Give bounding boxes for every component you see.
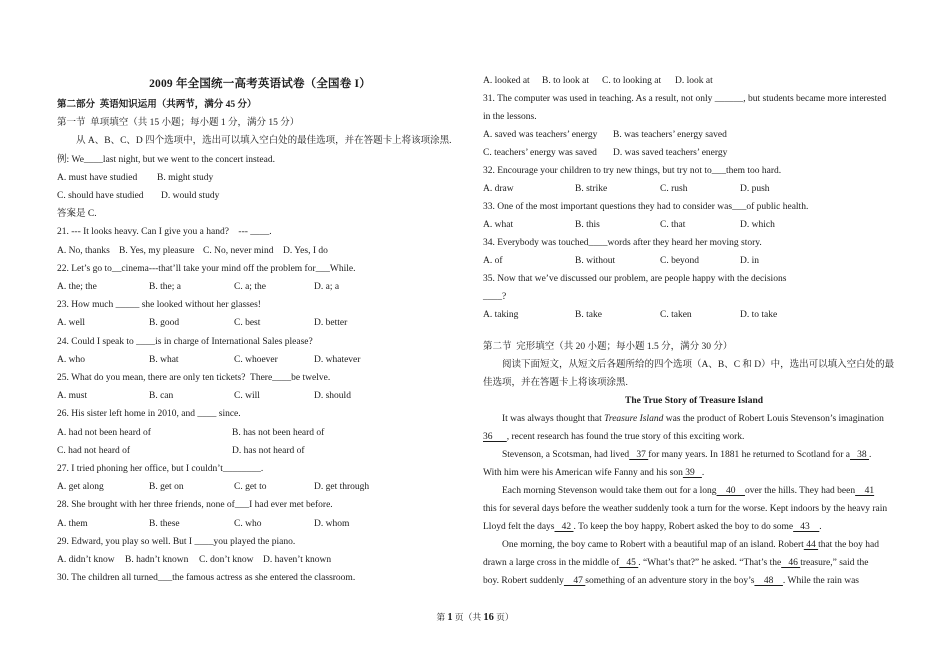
text-line bbox=[57, 515, 463, 533]
cloze-blank: 48 bbox=[754, 576, 783, 586]
text-line bbox=[483, 198, 905, 216]
cloze-blank: 40 bbox=[716, 486, 745, 496]
text-run: over the hills. They had been bbox=[745, 486, 856, 496]
text-line bbox=[483, 216, 905, 234]
text-run: C. get to bbox=[234, 482, 267, 493]
text-run: 23. How much _____ she looked without her glasses! bbox=[57, 300, 261, 311]
text-line bbox=[57, 151, 463, 169]
text-run: 阅读下面短文，从短文后各题所给的四个选项（A、B、C 和 D）中，选出可以填入空白处的最 bbox=[502, 360, 895, 370]
text-run: A. No, thanks bbox=[57, 245, 110, 256]
text-run: boy. Robert suddenly bbox=[483, 576, 564, 586]
text-run: B. strike bbox=[575, 184, 608, 194]
text-line bbox=[57, 296, 463, 314]
text-line bbox=[57, 132, 463, 150]
text-line bbox=[57, 496, 463, 514]
text-line bbox=[57, 369, 463, 387]
text-run: C. teachers’ energy was saved bbox=[483, 148, 597, 158]
text-line bbox=[57, 405, 463, 423]
text-run: A. who bbox=[57, 354, 85, 365]
text-run: for many years. In 1881 he returned to Scotland for a bbox=[648, 450, 850, 460]
text-run: Treasure Island bbox=[604, 414, 664, 424]
cloze-blank: 38 bbox=[850, 450, 869, 460]
text-run: B. to look at bbox=[542, 76, 589, 86]
text-line bbox=[483, 536, 905, 554]
text-run: B. what bbox=[149, 354, 179, 365]
text-run: that the boy had bbox=[818, 540, 880, 550]
text-run: in the lessons. bbox=[483, 112, 537, 122]
text-run: With him were his American wife Fanny and his son bbox=[483, 468, 683, 478]
text-run: Stevenson, a Scotsman, had lived bbox=[502, 450, 630, 460]
text-line bbox=[483, 90, 905, 108]
text-run: Each morning Stevenson would take them out for a long bbox=[502, 486, 717, 496]
text-run: . “What’s that?” he asked. “That’s the bbox=[638, 558, 782, 568]
text-run: drawn a large cross in the middle of bbox=[483, 558, 620, 568]
text-run: 页（共 bbox=[452, 612, 484, 622]
text-line bbox=[57, 114, 463, 132]
cloze-blank: 42 bbox=[554, 522, 574, 532]
text-line bbox=[483, 162, 905, 180]
text-run: A. saved was teachers’ energy bbox=[483, 130, 598, 140]
text-run: 答案是 C. bbox=[57, 209, 97, 220]
text-run: C. a; the bbox=[234, 282, 266, 293]
text-run: D. in bbox=[740, 256, 759, 266]
cloze-blank: 46 bbox=[781, 558, 801, 568]
text-line bbox=[57, 460, 463, 478]
section-heading bbox=[57, 96, 463, 114]
cloze-blank: 37 bbox=[629, 450, 649, 460]
text-run: 16 bbox=[483, 612, 494, 623]
text-run: C. will bbox=[234, 391, 260, 402]
cloze-blank: 43 bbox=[793, 522, 820, 532]
text-line bbox=[483, 180, 905, 198]
text-run: 第一节 单项填空（共 15 小题；每小题 1 分，满分 15 分） bbox=[57, 118, 300, 129]
text-run: D. whom bbox=[314, 518, 350, 529]
text-line bbox=[483, 572, 905, 590]
text-run: B. good bbox=[149, 318, 180, 329]
text-run: something of an adventure story in the boy’s bbox=[585, 576, 755, 586]
text-run: 例: We____last night, but we went to the concert instead. bbox=[57, 154, 275, 165]
text-run: 28. She brought with her three friends, none of___I had ever met before. bbox=[57, 500, 333, 511]
text-run: A. taking bbox=[483, 310, 519, 320]
cloze-blank: 47 bbox=[563, 576, 586, 586]
text-line bbox=[57, 187, 463, 205]
text-line bbox=[57, 569, 463, 587]
text-line bbox=[57, 223, 463, 241]
text-run: D. which bbox=[740, 220, 775, 230]
document-title bbox=[57, 72, 463, 96]
text-run: . bbox=[819, 522, 822, 532]
text-run: C. No, never mind bbox=[203, 245, 274, 256]
text-run: 34. Everybody was touched____words after they heard her moving story. bbox=[483, 238, 762, 248]
text-run: 2009 年全国统一高考英语试卷（全国卷 I） bbox=[149, 78, 371, 90]
text-run: 25. What do you mean, there are only ten tickets? There____be twelve. bbox=[57, 373, 331, 384]
text-run: It was always thought that bbox=[502, 414, 605, 424]
text-run: B. without bbox=[575, 256, 616, 266]
text-run: A. what bbox=[483, 220, 514, 230]
text-run: A. well bbox=[57, 318, 85, 329]
text-run: A. looked at bbox=[483, 76, 530, 86]
text-line bbox=[483, 126, 905, 144]
text-run: 24. Could I speak to ____is in charge of International Sales please? bbox=[57, 336, 313, 347]
text-run: B. can bbox=[149, 391, 174, 402]
text-line bbox=[57, 260, 463, 278]
text-run: C. taken bbox=[660, 310, 692, 320]
text-run: B. hadn’t known bbox=[125, 555, 189, 566]
text-run: 31. The computer was used in teaching. As a result, not only ______, but students became more interested bbox=[483, 94, 887, 104]
text-run: B. might study bbox=[157, 172, 214, 183]
text-run: D. whatever bbox=[314, 354, 361, 365]
text-run: B. get on bbox=[149, 482, 184, 493]
text-run: C. whoever bbox=[234, 354, 278, 365]
left-column bbox=[57, 72, 463, 587]
text-line bbox=[483, 338, 905, 356]
page-number-footer bbox=[0, 610, 950, 623]
text-run: D. look at bbox=[675, 76, 713, 86]
text-run: Lloyd felt the days bbox=[483, 522, 555, 532]
text-run: 30. The children all turned___the famous actress as she entered the classroom. bbox=[57, 573, 356, 584]
text-line bbox=[57, 169, 463, 187]
spacer-line bbox=[483, 324, 905, 338]
text-line bbox=[483, 464, 905, 482]
text-line bbox=[483, 270, 905, 288]
text-line bbox=[57, 533, 463, 551]
cloze-blank: 36 bbox=[483, 432, 507, 442]
text-run: The True Story of Treasure Island bbox=[624, 396, 764, 406]
text-line bbox=[483, 446, 905, 464]
text-run: B. was teachers’ energy saved bbox=[613, 130, 727, 140]
text-line bbox=[57, 314, 463, 332]
text-run: 1 bbox=[447, 612, 453, 623]
text-run: One morning, the boy came to Robert with a beautiful map of an island. Robert bbox=[502, 540, 804, 550]
text-line bbox=[57, 551, 463, 569]
text-line bbox=[57, 424, 463, 442]
text-run: A. them bbox=[57, 518, 88, 529]
text-run: ____? bbox=[483, 292, 507, 302]
text-run: C. rush bbox=[660, 184, 688, 194]
text-line bbox=[57, 442, 463, 460]
text-line bbox=[483, 72, 905, 90]
text-line bbox=[483, 234, 905, 252]
text-run: D. Yes, I do bbox=[283, 245, 328, 256]
text-run: C. don’t know bbox=[199, 555, 254, 566]
cloze-blank: 39 bbox=[682, 468, 702, 478]
text-run: B. has not been heard of bbox=[232, 427, 325, 438]
text-run: D. would study bbox=[161, 191, 220, 202]
text-line bbox=[483, 554, 905, 572]
text-run: D. has not heard of bbox=[232, 445, 305, 456]
text-line bbox=[483, 428, 905, 446]
text-run: D. push bbox=[740, 184, 770, 194]
text-run: 33. One of the most important questions they had to consider was___of public health. bbox=[483, 202, 809, 212]
text-run: 27. I tried phoning her office, but I couldn’t________. bbox=[57, 464, 264, 475]
cloze-blank: 41 bbox=[855, 486, 875, 496]
text-run: 第二节 完形填空（共 20 小题；每小题 1.5 分，满分 30 分） bbox=[483, 342, 733, 352]
text-run: C. should have studied bbox=[57, 191, 144, 202]
text-run: 35. Now that we’ve discussed our problem, are people happy with the decisions bbox=[483, 274, 787, 284]
text-run: B. Yes, my pleasure bbox=[119, 245, 195, 256]
text-run: A. had not been heard of bbox=[57, 427, 151, 438]
text-run: C. to looking at bbox=[602, 76, 662, 86]
text-line bbox=[483, 252, 905, 270]
text-line bbox=[483, 288, 905, 306]
text-line bbox=[483, 306, 905, 324]
text-run: treasure,” said the bbox=[800, 558, 869, 568]
text-run: . While the rain was bbox=[782, 576, 859, 586]
text-run: D. get through bbox=[314, 482, 370, 493]
text-line bbox=[483, 144, 905, 162]
text-run: was the product of Robert Louis Stevenson’s imagination bbox=[663, 414, 884, 424]
text-run: . To keep the boy happy, Robert asked the boy to do some bbox=[573, 522, 794, 532]
text-run: 26. His sister left home in 2010, and ____ since. bbox=[57, 409, 241, 420]
text-run: 22. Let’s go to__cinema---that’ll take your mind off the problem for___While. bbox=[57, 263, 356, 274]
text-line bbox=[483, 374, 905, 392]
text-run: 32. Encourage your children to try new things, but try not to___them too hard. bbox=[483, 166, 782, 176]
text-run: 佳选项，并在答题卡上将该项涂黑. bbox=[483, 378, 628, 388]
text-line bbox=[57, 205, 463, 223]
text-run: A. must have studied bbox=[57, 172, 138, 183]
text-run: D. better bbox=[314, 318, 348, 329]
text-run: D. haven’t known bbox=[263, 555, 332, 566]
text-run: C. beyond bbox=[660, 256, 700, 266]
text-run: 29. Edward, you play so well. But I ____you played the piano. bbox=[57, 536, 296, 547]
text-run: B. this bbox=[575, 220, 600, 230]
text-line bbox=[483, 410, 905, 428]
text-run: A. the; the bbox=[57, 282, 97, 293]
text-run: this for several days before the weather suddenly took a turn for the worse. Kept indoors by the heavy rain bbox=[483, 504, 888, 514]
text-line bbox=[57, 478, 463, 496]
text-line bbox=[483, 518, 905, 536]
text-line bbox=[483, 482, 905, 500]
text-run: . bbox=[869, 450, 872, 460]
cloze-blank: 44 bbox=[803, 540, 819, 550]
passage-title bbox=[483, 392, 905, 410]
text-run: A. of bbox=[483, 256, 503, 266]
text-run: A. must bbox=[57, 391, 88, 402]
text-run: B. these bbox=[149, 518, 180, 529]
text-run: A. draw bbox=[483, 184, 514, 194]
text-run: C. that bbox=[660, 220, 686, 230]
text-run: 从 A、B、C、D 四个选项中，选出可以填入空白处的最佳选项，并在答题卡上将该项涂黑. bbox=[76, 136, 452, 147]
text-run: . bbox=[701, 468, 705, 478]
right-column bbox=[483, 72, 905, 590]
text-run: D. to take bbox=[740, 310, 778, 320]
text-line bbox=[483, 500, 905, 518]
text-line bbox=[57, 242, 463, 260]
text-line bbox=[57, 387, 463, 405]
text-run: B. the; a bbox=[149, 282, 181, 293]
text-line bbox=[57, 278, 463, 296]
cloze-blank: 45 bbox=[619, 558, 639, 568]
text-run: D. a; a bbox=[314, 282, 340, 293]
text-line bbox=[57, 333, 463, 351]
text-run: 页） bbox=[493, 612, 514, 622]
text-run: D. was saved teachers’ energy bbox=[613, 148, 728, 158]
text-run: C. had not heard of bbox=[57, 445, 131, 456]
text-line bbox=[483, 108, 905, 126]
text-run: 21. --- It looks heavy. Can I give you a hand? --- ____. bbox=[57, 227, 272, 238]
text-run: C. who bbox=[234, 518, 262, 529]
text-run: C. best bbox=[234, 318, 261, 329]
text-line bbox=[57, 351, 463, 369]
text-run: D. should bbox=[314, 391, 351, 402]
text-run: A. didn’t know bbox=[57, 555, 115, 566]
text-run: 第 bbox=[436, 612, 448, 622]
text-line bbox=[483, 356, 905, 374]
text-run: B. take bbox=[575, 310, 602, 320]
text-run: , recent research has found the true story of this exciting work. bbox=[506, 432, 745, 442]
text-run: 第二部分 英语知识运用（共两节，满分 45 分） bbox=[57, 100, 257, 110]
text-run: A. get along bbox=[57, 482, 104, 493]
